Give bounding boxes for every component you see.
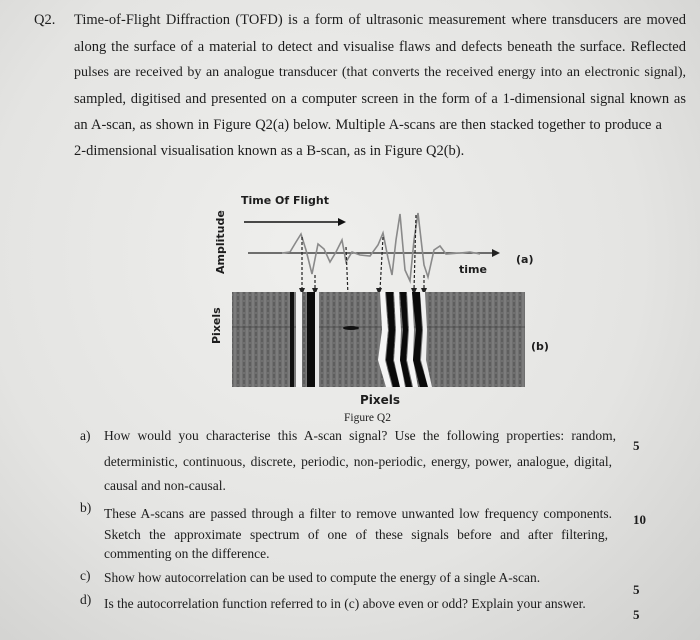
part-d-letter: d): [80, 592, 92, 607]
part-c-line: Show how autocorrelation can be used to compute the energy of a single A-scan.: [104, 570, 541, 585]
part-a-marks: 5: [633, 438, 640, 453]
amplitude-axis-label: Amplitude: [214, 210, 227, 274]
part-a-letter: a): [80, 428, 91, 443]
question-number: Q2.: [34, 12, 56, 28]
part-b-line: These A-scans are passed through a filter to remove unwanted low frequency components.: [104, 506, 612, 521]
part-b-line: Sketch the approximate spectrum of one of these signals before and after filtering,: [104, 527, 608, 542]
time-of-flight-arrow: [244, 218, 346, 226]
time-axis-label: time: [459, 263, 487, 276]
part-b-letter: b): [80, 500, 92, 515]
label-b: (b): [531, 340, 549, 353]
part-a-line: deterministic, continuous, discrete, periodic, non-periodic, energy, power, analogue, digital,: [104, 454, 612, 469]
part-a-line: How would you characterise this A-scan signal? Use the following properties: random,: [104, 428, 616, 443]
intro-line: 2-dimensional visualisation known as a B-scan, as in Figure Q2(b).: [74, 143, 465, 159]
part-c-marks: 5: [633, 582, 640, 597]
part-d-marks: 5: [633, 607, 640, 622]
intro-line: along the surface of a material to detect and visualise flaws and defects beneath the surface. Reflected: [74, 39, 686, 55]
intro-line: an A-scan, as shown in Figure Q2(a) below. Multiple A-scans are then stacked together to produce a: [74, 117, 662, 133]
part-b-line: commenting on the difference.: [104, 546, 270, 561]
a-scan-waveform: [282, 213, 480, 281]
part-d-line: Is the autocorrelation function referred to in (c) above even or odd? Explain your answer.: [104, 596, 586, 611]
pixels-x-axis-label: Pixels: [360, 393, 401, 407]
part-b-marks: 10: [633, 512, 646, 527]
part-c-letter: c): [80, 568, 91, 583]
figure-title: Time Of Flight: [241, 194, 330, 207]
b-scan-image: [232, 292, 525, 387]
pixels-y-axis-label: Pixels: [210, 307, 223, 344]
intro-line: sampled, digitised and presented on a computer screen in the form of a 1-dimensional signal known as: [74, 91, 686, 107]
figure-caption: Figure Q2: [344, 412, 391, 424]
intro-line: pulses are received by an analogue transducer (that converts the received energy into an electronic signal),: [74, 65, 686, 80]
intro-line: Time-of-Flight Diffraction (TOFD) is a form of ultrasonic measurement where transducers are moved: [74, 12, 686, 28]
part-a-line: causal and non-causal.: [104, 478, 226, 493]
label-a: (a): [516, 253, 534, 266]
